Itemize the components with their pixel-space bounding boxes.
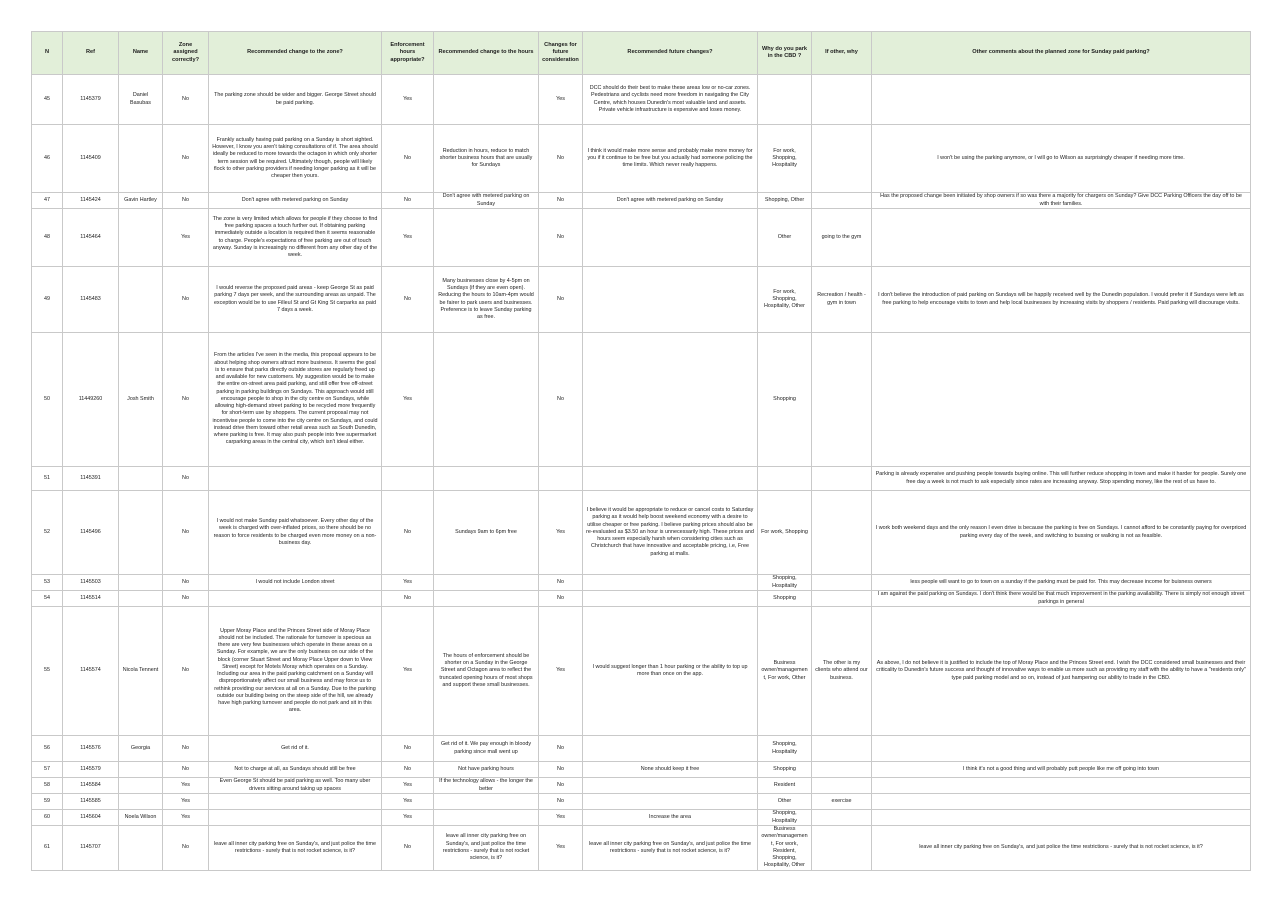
table-row [32, 209, 1251, 267]
survey-response-sheet [31, 31, 1250, 871]
cell-hours-change: Don't agree with metered parking on Sunday [434, 193, 539, 209]
cell-zone-assigned: No [163, 736, 209, 762]
cell-future-changes: DCC should do their best to make these areas low or no-car zones. Pedestrians and cyclists need more freedom in navigating the City Centre, which houses Dunedin's most valuable land and assets. Private vehicle infrastructure is expensive and loses money. [583, 75, 758, 125]
cell-other-why: Recreation / health - gym in town [812, 267, 872, 333]
cell-ref: 1145584 [63, 778, 119, 794]
cell-name: Nicola Tennent [119, 607, 163, 736]
cell-enforcement-hours: Yes [382, 209, 434, 267]
header-other-comments: Other comments about the planned zone for Sunday paid parking? [872, 32, 1251, 75]
cell-future-consideration: Yes [539, 75, 583, 125]
table-row [32, 575, 1251, 591]
cell-future-consideration: No [539, 209, 583, 267]
header-future-changes: Recommended future changes? [583, 32, 758, 75]
cell-future-consideration: Yes [539, 491, 583, 575]
cell-why-park [758, 75, 812, 125]
cell-name: Daniel Basubas [119, 75, 163, 125]
cell-n: 53 [32, 575, 63, 591]
cell-zone-change [209, 794, 382, 810]
cell-enforcement-hours: No [382, 826, 434, 871]
cell-future-consideration: Yes [539, 810, 583, 826]
cell-future-changes: None should keep it free [583, 762, 758, 778]
cell-enforcement-hours: No [382, 125, 434, 193]
cell-hours-change: If the technology allows - the longer the better [434, 778, 539, 794]
cell-hours-change: Get rid of it. We pay enough in bloody parking since mall went up [434, 736, 539, 762]
cell-other-comments: leave all inner city parking free on Sunday's, and just police the time restrictions - surely that is not rocket science, is it? [872, 826, 1251, 871]
table-row [32, 762, 1251, 778]
cell-future-changes: I believe it would be appropriate to reduce or cancel costs to Saturday parking as it would help boost weekend economy with a desire to utilise cheaper or free parking. I believe parking prices should also be re-evaluated as $3.50 an hour is unnecessarily high. These prices and hours seem especially harsh when considering cities such as Christchurch that have innovative and acceptable pricing, i.e, Free parking at malls. [583, 491, 758, 575]
cell-zone-assigned: No [163, 575, 209, 591]
cell-hours-change: Not have parking hours [434, 762, 539, 778]
cell-zone-change: From the articles I've seen in the media, this proposal appears to be about helping shop owners attract more business. It seems the goal is to ensure that parks directly outside stores are regularly freed up and available for new customers. My suggestion would be to make the entire on-street area paid parking, and still offer free off-street parking in parking buildings on Sundays. This approach would still encourage people to shop in the city centre on Sundays, while allowing high-demand street parking to be recycled more frequently for short-term use by shoppers. The current proposal may not incentivise people to come into the city centre on Sundays, and could instead drive them toward other retail areas such as South Dunedin, where parking is free. It may also push people into free supermarket carparking areas in the central city, which isn't ideal either. [209, 333, 382, 467]
cell-hours-change: leave all inner city parking free on Sunday's, and just police the time restrictions - surely that is not rocket science, is it? [434, 826, 539, 871]
table-row [32, 826, 1251, 871]
cell-n: 52 [32, 491, 63, 575]
cell-why-park: Shopping [758, 762, 812, 778]
cell-other-comments [872, 810, 1251, 826]
cell-ref: 1145514 [63, 591, 119, 607]
cell-future-consideration [539, 467, 583, 491]
cell-other-comments: As above, I do not believe it is justified to include the top of Moray Place and the Princes Street end. I wish the DCC considered small businesses and their criticality to Dunedin's future success and thought of innovative ways to enable us more such as providing my staff with the ability to have a "residents only" type paid parking model and so on, instead of just hampering our ability to trade in the CBD. [872, 607, 1251, 736]
cell-future-consideration: No [539, 267, 583, 333]
cell-name: Noela Wilson [119, 810, 163, 826]
cell-future-changes [583, 575, 758, 591]
cell-future-changes [583, 267, 758, 333]
cell-future-changes [583, 209, 758, 267]
cell-ref: 1145391 [63, 467, 119, 491]
cell-enforcement-hours: Yes [382, 794, 434, 810]
cell-enforcement-hours: Yes [382, 778, 434, 794]
table-row [32, 810, 1251, 826]
cell-zone-assigned: No [163, 125, 209, 193]
cell-other-why [812, 467, 872, 491]
cell-future-consideration: No [539, 575, 583, 591]
cell-n: 49 [32, 267, 63, 333]
cell-other-comments: I won't be using the parking anymore, or I will go to Wilson as surprisingly cheaper if needing more time. [872, 125, 1251, 193]
cell-n: 48 [32, 209, 63, 267]
cell-zone-assigned: No [163, 193, 209, 209]
table-row [32, 75, 1251, 125]
cell-enforcement-hours: No [382, 267, 434, 333]
cell-other-why [812, 75, 872, 125]
cell-zone-assigned: Yes [163, 209, 209, 267]
cell-name: Georgia [119, 736, 163, 762]
cell-hours-change [434, 75, 539, 125]
cell-other-comments [872, 75, 1251, 125]
cell-zone-change [209, 810, 382, 826]
cell-enforcement-hours [382, 467, 434, 491]
cell-hours-change: Sundays 9am to 6pm free [434, 491, 539, 575]
header-ref: Ref [63, 32, 119, 75]
cell-ref: 1145483 [63, 267, 119, 333]
cell-n: 47 [32, 193, 63, 209]
cell-future-changes: leave all inner city parking free on Sunday's, and just police the time restrictions - surely that is not rocket science, is it? [583, 826, 758, 871]
cell-zone-assigned: No [163, 591, 209, 607]
cell-other-why [812, 125, 872, 193]
cell-enforcement-hours: No [382, 591, 434, 607]
cell-future-changes [583, 591, 758, 607]
cell-future-consideration: No [539, 591, 583, 607]
cell-zone-change: Even George St should be paid parking as well. Too many uber drivers sitting around taking up spaces [209, 778, 382, 794]
cell-ref: 1145579 [63, 762, 119, 778]
cell-n: 59 [32, 794, 63, 810]
cell-future-changes [583, 736, 758, 762]
table-row [32, 193, 1251, 209]
cell-name [119, 267, 163, 333]
cell-n: 51 [32, 467, 63, 491]
cell-other-why [812, 575, 872, 591]
header-future-consideration: Changes for future consideration [539, 32, 583, 75]
cell-name [119, 125, 163, 193]
cell-name [119, 575, 163, 591]
cell-ref: 1145576 [63, 736, 119, 762]
cell-hours-change [434, 209, 539, 267]
cell-zone-assigned: No [163, 491, 209, 575]
cell-ref: 1145496 [63, 491, 119, 575]
cell-why-park: Shopping [758, 591, 812, 607]
table-body [32, 75, 1251, 871]
cell-n: 54 [32, 591, 63, 607]
cell-why-park: Shopping, Hospitality [758, 810, 812, 826]
cell-future-changes: I think it would make more sense and probably make more money for you if it continue to be free but you actually had someone policing the time limits. Which never really happens. [583, 125, 758, 193]
cell-ref: 1145503 [63, 575, 119, 591]
cell-name [119, 591, 163, 607]
cell-future-consideration: Yes [539, 607, 583, 736]
cell-other-comments: I think it's not a good thing and will probably putt people like me off going into town [872, 762, 1251, 778]
header-zone-assigned: Zone assigned correctly? [163, 32, 209, 75]
cell-hours-change [434, 333, 539, 467]
cell-future-changes [583, 794, 758, 810]
header-hours-change: Recommended change to the hours [434, 32, 539, 75]
table-row [32, 778, 1251, 794]
cell-other-comments: Parking is already expensive and pushing people towards buying online. This will further reduce shopping in town and make it harder for people. Surely one free day a week is not much to ask especially since rates are increasing anyway. Stop spending money, like the rest of us have to. [872, 467, 1251, 491]
cell-other-comments: I am against the paid parking on Sundays. I don't think there would be that much improvement in the parking availability. There is simply not enough street parkings in general [872, 591, 1251, 607]
cell-enforcement-hours: No [382, 193, 434, 209]
cell-hours-change [434, 794, 539, 810]
cell-zone-change [209, 467, 382, 491]
cell-zone-change: The zone is very limited which allows for people if they choose to find free parking spaces a touch further out. If obtaining parking immediately outside a location is required then it seems reasonable to charge. People's expectations of free parking are out of touch anyway. Sunday is increasingly no different from any other day of the week. [209, 209, 382, 267]
cell-name [119, 794, 163, 810]
cell-other-comments: less people will want to go to town on a sunday if the parking must be paid for. This may decrease income for buisness owners [872, 575, 1251, 591]
header-enforcement-hours: Enforcement hours appropriate? [382, 32, 434, 75]
cell-why-park: Business owner/managemen t, For work, Resident, Shopping, Hospitality, Other [758, 826, 812, 871]
cell-zone-change: Upper Moray Place and the Princes Street side of Moray Place should not be included. The rationale for turnover is specious as there are very few businesses which operate in these areas on a Sunday. For example, we are the only business on our side of the block (corner Stuart Street and Moray Place Upper down to View Street) except for Motels Moray which operates on a Sunday. Including our area in the paid parking catchment on a Sunday will disproportionately affect our small business and may force us to rethink providing our services at all on a Sunday. Due to the parking outside our building being on the steep side of the hill, we already have high parking turnover and people do not park and sit in this area. [209, 607, 382, 736]
cell-other-comments [872, 794, 1251, 810]
cell-zone-assigned: Yes [163, 810, 209, 826]
table-row [32, 267, 1251, 333]
cell-enforcement-hours: Yes [382, 75, 434, 125]
cell-other-comments [872, 778, 1251, 794]
cell-enforcement-hours: Yes [382, 333, 434, 467]
cell-n: 45 [32, 75, 63, 125]
cell-other-comments [872, 333, 1251, 467]
cell-why-park [758, 467, 812, 491]
cell-other-why [812, 193, 872, 209]
cell-zone-change: Not to charge at all, as Sundays should still be free [209, 762, 382, 778]
table-row [32, 794, 1251, 810]
cell-enforcement-hours: No [382, 762, 434, 778]
cell-n: 58 [32, 778, 63, 794]
header-name: Name [119, 32, 163, 75]
cell-hours-change [434, 810, 539, 826]
cell-n: 61 [32, 826, 63, 871]
cell-future-consideration: No [539, 736, 583, 762]
cell-enforcement-hours: No [382, 491, 434, 575]
cell-why-park: Shopping, Other [758, 193, 812, 209]
cell-zone-assigned: No [163, 607, 209, 736]
cell-ref: 1145409 [63, 125, 119, 193]
cell-enforcement-hours: Yes [382, 575, 434, 591]
cell-zone-change: I would not include London street [209, 575, 382, 591]
cell-zone-change: Don't agree with metered parking on Sunday [209, 193, 382, 209]
cell-zone-assigned: No [163, 75, 209, 125]
cell-zone-change: Frankly actually having paid parking on a Sunday is short sighted. However, I know you aren't taking consultations of if. The area should ideally be reduced to more towards the octagon in which only shorter term session will be required. Ultimately though, people will likely flock to other parking providers if needing longer parking as it will be cheaper then yours. [209, 125, 382, 193]
cell-name [119, 762, 163, 778]
cell-other-why [812, 826, 872, 871]
cell-ref: 1145585 [63, 794, 119, 810]
cell-hours-change: The hours of enforcement should be shorter on a Sunday in the George Street and Octagon area to reflect the truncated opening hours of most shops and support these small businesses. [434, 607, 539, 736]
cell-other-why [812, 333, 872, 467]
cell-other-why [812, 736, 872, 762]
cell-future-consideration: No [539, 794, 583, 810]
cell-other-comments: I work both weekend days and the only reason I even drive is because the parking is free on Sundays. I cannot afford to be constantly paying for overpriced parking every day of the week, and switching to bussing or walking is not as feasible. [872, 491, 1251, 575]
cell-future-consideration: No [539, 778, 583, 794]
cell-why-park: Business owner/managemen t, For work, Other [758, 607, 812, 736]
cell-why-park: For work, Shopping, Hospitality, Other [758, 267, 812, 333]
cell-future-consideration: Yes [539, 826, 583, 871]
table-row [32, 125, 1251, 193]
cell-name: Josh Smith [119, 333, 163, 467]
header-n: N [32, 32, 63, 75]
cell-enforcement-hours: No [382, 736, 434, 762]
cell-why-park: For work, Shopping [758, 491, 812, 575]
cell-future-consideration: No [539, 762, 583, 778]
cell-name [119, 491, 163, 575]
cell-name [119, 826, 163, 871]
cell-zone-change: I would reverse the proposed paid areas - keep George St as paid parking 7 days per week, and the surrounding areas as unpaid. The exception would be to use Filleul St and Gt King St carparks as paid 7 days a week. [209, 267, 382, 333]
cell-ref: 11449260 [63, 333, 119, 467]
cell-other-why [812, 810, 872, 826]
cell-enforcement-hours: Yes [382, 607, 434, 736]
cell-future-consideration: No [539, 333, 583, 467]
cell-ref: 1145424 [63, 193, 119, 209]
cell-zone-assigned: No [163, 467, 209, 491]
cell-hours-change: Reduction in hours, reduce to match shorter business hours that are usually for Sundays [434, 125, 539, 193]
cell-zone-assigned: Yes [163, 778, 209, 794]
cell-other-comments [872, 209, 1251, 267]
cell-hours-change: Many businesses close by 4-5pm on Sundays (if they are even open). Reducing the hours to 10am-4pm would be fairer to park users and businesses. Preference is to leave Sunday parking as free. [434, 267, 539, 333]
cell-other-why [812, 778, 872, 794]
cell-zone-assigned: No [163, 333, 209, 467]
cell-other-why [812, 591, 872, 607]
cell-future-changes [583, 467, 758, 491]
table-row [32, 333, 1251, 467]
table-row [32, 491, 1251, 575]
cell-zone-change: Get rid of it. [209, 736, 382, 762]
table-row [32, 591, 1251, 607]
cell-future-changes [583, 333, 758, 467]
cell-other-comments: Has the proposed change been initiated by shop owners if so was there a majority for chargers on Sunday? Give DCC Parking Officers the day off to be with their families. [872, 193, 1251, 209]
cell-zone-change: leave all inner city parking free on Sunday's, and just police the time restrictions - surely that is not rocket science, is it? [209, 826, 382, 871]
cell-hours-change [434, 591, 539, 607]
cell-zone-assigned: Yes [163, 794, 209, 810]
cell-zone-change [209, 591, 382, 607]
cell-name [119, 209, 163, 267]
cell-ref: 1145604 [63, 810, 119, 826]
cell-future-consideration: No [539, 193, 583, 209]
cell-hours-change [434, 467, 539, 491]
cell-why-park: For work, Shopping, Hospitality [758, 125, 812, 193]
cell-future-consideration: No [539, 125, 583, 193]
cell-ref: 1145379 [63, 75, 119, 125]
cell-zone-assigned: No [163, 762, 209, 778]
header-why-park: Why do you park in the CBD ? [758, 32, 812, 75]
cell-n: 57 [32, 762, 63, 778]
cell-zone-assigned: No [163, 267, 209, 333]
cell-name [119, 778, 163, 794]
cell-n: 56 [32, 736, 63, 762]
cell-other-why: The other is my clients who attend our business. [812, 607, 872, 736]
cell-future-changes: Don't agree with metered parking on Sunday [583, 193, 758, 209]
header-other-why: If other, why [812, 32, 872, 75]
cell-future-changes: Increase the area [583, 810, 758, 826]
cell-n: 50 [32, 333, 63, 467]
cell-other-why: going to the gym [812, 209, 872, 267]
cell-future-changes [583, 778, 758, 794]
header-zone-change: Recommended change to the zone? [209, 32, 382, 75]
table-row [32, 607, 1251, 736]
cell-other-why [812, 762, 872, 778]
cell-enforcement-hours: Yes [382, 810, 434, 826]
cell-name: Gavin Hartley [119, 193, 163, 209]
cell-n: 55 [32, 607, 63, 736]
cell-name [119, 467, 163, 491]
cell-why-park: Resident [758, 778, 812, 794]
cell-other-comments [872, 736, 1251, 762]
cell-why-park: Shopping, Hospitality [758, 736, 812, 762]
cell-ref: 1145464 [63, 209, 119, 267]
cell-future-changes: I would suggest longer than 1 hour parking or the ability to top up more than once on the app. [583, 607, 758, 736]
cell-why-park: Shopping [758, 333, 812, 467]
cell-other-comments: I don't believe the introduction of paid parking on Sundays will be happily received well by the Dunedin population. I would prefer it if Sundays were left as free parking to help encourage visits to town and help local businesses by increasing visits by shoppers / residents. Paid parking will discourage visits. [872, 267, 1251, 333]
cell-zone-change: The parking zone should be wider and bigger. George Street should be paid parking. [209, 75, 382, 125]
header-row [32, 32, 1251, 75]
cell-hours-change [434, 575, 539, 591]
table-row [32, 467, 1251, 491]
cell-ref: 1145574 [63, 607, 119, 736]
cell-why-park: Other [758, 794, 812, 810]
cell-ref: 1145707 [63, 826, 119, 871]
survey-response-table [31, 31, 1251, 871]
table-row [32, 736, 1251, 762]
cell-other-why [812, 491, 872, 575]
cell-zone-change: I would not make Sunday paid whatsoever. Every other day of the week is charged with over-inflated prices, so there should be no reason to force residents to be charged even more money on a non-business day. [209, 491, 382, 575]
cell-why-park: Shopping, Hospitality [758, 575, 812, 591]
cell-other-why: exercise [812, 794, 872, 810]
cell-n: 46 [32, 125, 63, 193]
cell-why-park: Other [758, 209, 812, 267]
cell-n: 60 [32, 810, 63, 826]
cell-zone-assigned: No [163, 826, 209, 871]
